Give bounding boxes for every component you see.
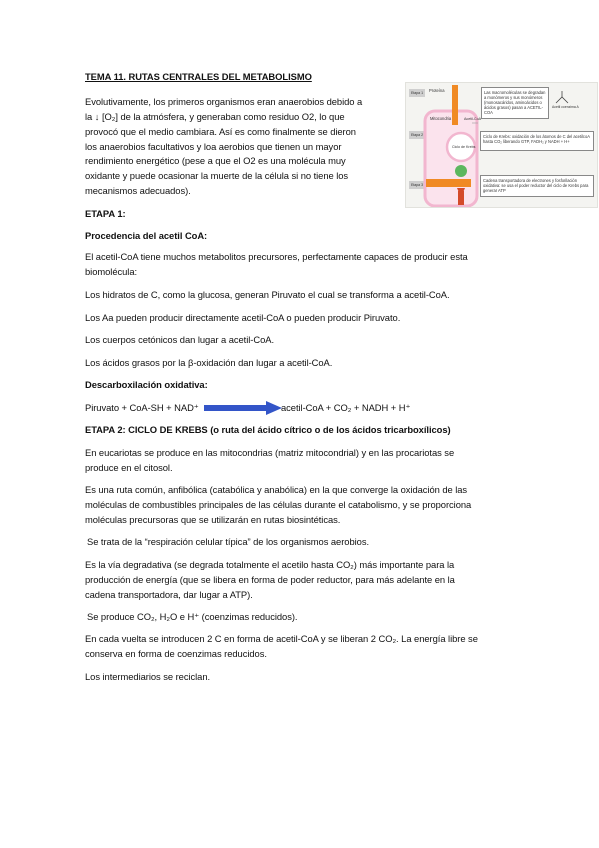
acetil-line: El acetil-CoA tiene muchos metabolitos precursores, perfectamente capaces de producir esta [85,251,468,262]
stage-label: Etapa 2 [410,133,424,137]
etapa2-heading: ETAPA 2: CICLO DE KREBS (o ruta del ácido cítrico o de los ácidos tricarboxílicos) [85,424,451,435]
krebs-label: Ciclo de Krebs [452,145,476,149]
electron-chain-bar [426,179,471,187]
stage-label: Etapa 3 [410,183,424,187]
eucariotas-line: En eucariotas se produce en las mitocondrias (matriz mitocondrial) y en las procariotas se [85,447,455,458]
etapa1-heading: ETAPA 1: [85,208,126,219]
intro-line: rendimiento energético (pese a que el O2 es una molécula muy [85,155,346,166]
nadh-node [455,165,467,177]
intro-line: Evolutivamente, los primeros organismos eran anaerobios debido a [85,96,363,107]
anfibolica-line: moléculas de combustibles principales de las células durante el catabolismo, y se proporciona [85,499,472,510]
acetil-line: biomolécula: [85,266,138,277]
intro-line: provocó que el medio cambiara. Así es como finalmente se dieron [85,126,356,137]
mitochondria-label: Mitocondria [430,116,452,121]
formula-label: Acetil coenzima A [552,105,579,109]
intro-line: la ↓ [O₂] de la atmósfera, y generaban como residuo O2, lo que [85,111,345,122]
grasos-line: Los ácidos grasos por la β-oxidación dan lugar a acetil-CoA. [85,357,333,368]
stage-label: Etapa 1 [410,91,424,95]
vuelta-line: En cada vuelta se introducen 2 C en forma de acetil-CoA y se liberan 2 CO₂. La energía libre se [85,633,478,644]
figure-label: Proteína [429,88,445,93]
intro-line: mecanismos adecuados). [85,185,191,196]
aas-line: Los Aa pueden producir directamente acetil-CoA o pueden producir Piruvato. [85,312,401,323]
descarbox-heading: Descarboxilación oxidativa: [85,379,208,390]
atp-arrow-shaft [458,191,464,205]
reciclan-line: Los intermediarios se reciclan. [85,671,211,682]
intro-line: los anaerobios facultativos y loa aerobios que tienen un mayor [85,141,342,152]
reaction-arrow [204,401,282,415]
stage2-description: Ciclo de Krebs: oxidación de los átomos de C del acetilcoA hasta CO₂ liberando GTP, FADH₂ y NADH + H+ [480,131,594,151]
reaction-right: acetil-CoA + CO₂ + NADH + H⁺ [281,402,411,413]
intro-line: oxidante y puede ocasionar la muerte de la célula si no tiene los [85,170,349,181]
eucariotas-line: produce en el citosol. [85,462,173,473]
cetonicos-line: Los cuerpos cetónicos dan lugar a acetil-CoA. [85,334,275,345]
stage3-description: Cadena transportadora de electrones y fosforilación oxidativa: se usa el poder reductor del ciclo de Krebs para generar ATP [480,175,594,197]
stage1-description: Las macromoléculas se degradan a monómeros y sus monómeros (monosacáridos, aminoácidos o ácidos grasos) pasan a ACETIL-COA [481,87,549,119]
anfibolica-line: moléculas precursoras que se utilizarán en rutas biosintéticas. [85,514,341,525]
vuelta-line: conserva en forma de coenzimas reducidos. [85,648,267,659]
degradativa-line: Es la vía degradativa (se degrada totalmente el acetilo hasta CO₂) más importante para la [85,559,455,570]
hidratos-line: Los hidratos de C, como la glucosa, generan Piruvato el cual se transforma a acetil-CoA. [85,289,450,300]
acetyl-structure [556,97,568,103]
reaction-left: Piruvato + CoA-SH + NAD⁺ [85,402,199,413]
input-arrow-shaft [452,85,458,125]
anfibolica-line: Es una ruta común, anfibólica (catabólica y anabólica) en la que converge la oxidación de las [85,484,468,495]
produce-line: Se produce CO₂, H₂O e H⁺ (coenzimas reducidos). [87,611,298,622]
degradativa-line: producción de energía (que se libera en forma de poder reductor, para más adelante en la [85,574,455,585]
metabolism-stages-figure [405,82,598,208]
respiracion-line: Se trata de la “respiración celular típica” de los organismos aerobios. [87,536,370,547]
degradativa-line: cadena transportadora, dar lugar a ATP). [85,589,253,600]
acetyl-label: Acetil-CoA [464,117,481,121]
procedencia-heading: Procedencia del acetil CoA: [85,230,208,241]
page-title: TEMA 11. RUTAS CENTRALES DEL METABOLISMO [85,71,312,82]
